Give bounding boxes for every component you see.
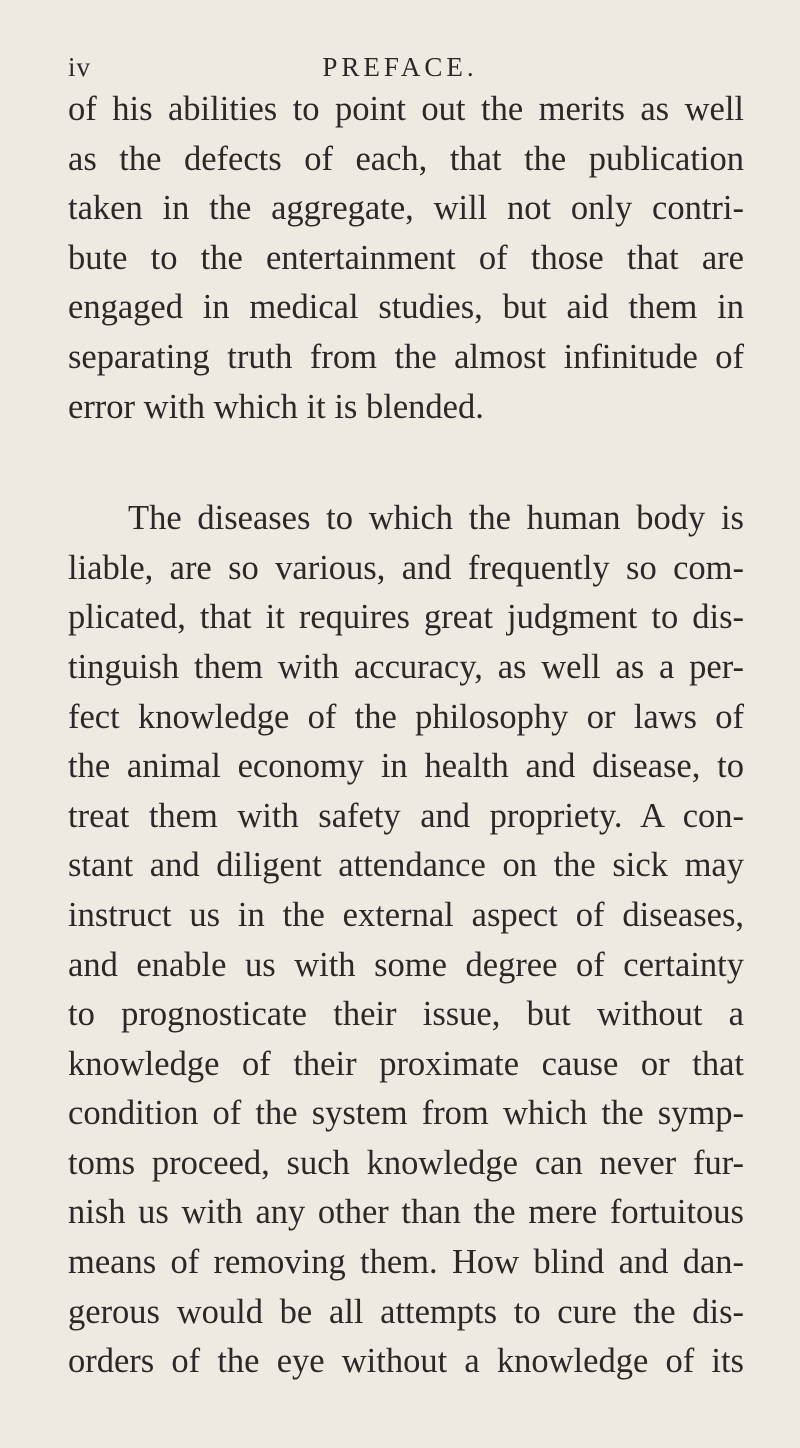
text-line: treat them with safety and propriety. A con- <box>68 796 744 835</box>
page-number: iv <box>68 52 92 82</box>
text-line: engaged in medical studies, but aid them in <box>68 288 744 327</box>
text-line: gerous would be all attempts to cure the dis- <box>68 1292 744 1331</box>
text-line: taken in the aggregate, will not only contri- <box>68 189 744 228</box>
text-line: toms proceed, such knowledge can never fur- <box>68 1143 744 1182</box>
text-line: bute to the entertainment of those that are <box>68 238 744 277</box>
text-line: plicated, that it requires great judgment to dis- <box>68 598 744 637</box>
running-head-title: PREFACE. <box>322 52 478 82</box>
text-line: error with which it is blended. <box>68 387 484 426</box>
text-line: of his abilities to point out the merits as well <box>68 90 744 128</box>
paragraph <box>68 494 744 1387</box>
text-line: instruct us in the external aspect of diseases, <box>68 895 744 934</box>
text-line: tinguish them with accuracy, as well as a per- <box>68 647 744 686</box>
body-text <box>68 85 744 1387</box>
text-line: separating truth from the almost infinitude of <box>68 337 744 376</box>
text-line: orders of the eye without a knowledge of its <box>68 1342 744 1381</box>
text-line: nish us with any other than the mere fortuitous <box>68 1193 744 1232</box>
paragraph-gap <box>68 432 744 494</box>
text-line: and enable us with some degree of certainty <box>68 945 744 984</box>
text-line: knowledge of their proximate cause or that <box>68 1044 744 1083</box>
paragraph <box>68 85 744 432</box>
text-line: condition of the system from which the symp- <box>68 1094 744 1133</box>
text-line: The diseases to which the human body is <box>128 499 744 538</box>
text-line: fect knowledge of the philosophy or laws of <box>68 697 744 736</box>
text-line: stant and diligent attendance on the sick may <box>68 846 744 885</box>
text-line: means of removing them. How blind and dan- <box>68 1243 744 1282</box>
text-line: the animal economy in health and disease, to <box>68 747 744 786</box>
text-line: as the defects of each, that the publication <box>68 139 744 178</box>
text-line: to prognosticate their issue, but without a <box>68 995 744 1034</box>
text-line: liable, are so various, and frequently so com- <box>68 548 744 587</box>
